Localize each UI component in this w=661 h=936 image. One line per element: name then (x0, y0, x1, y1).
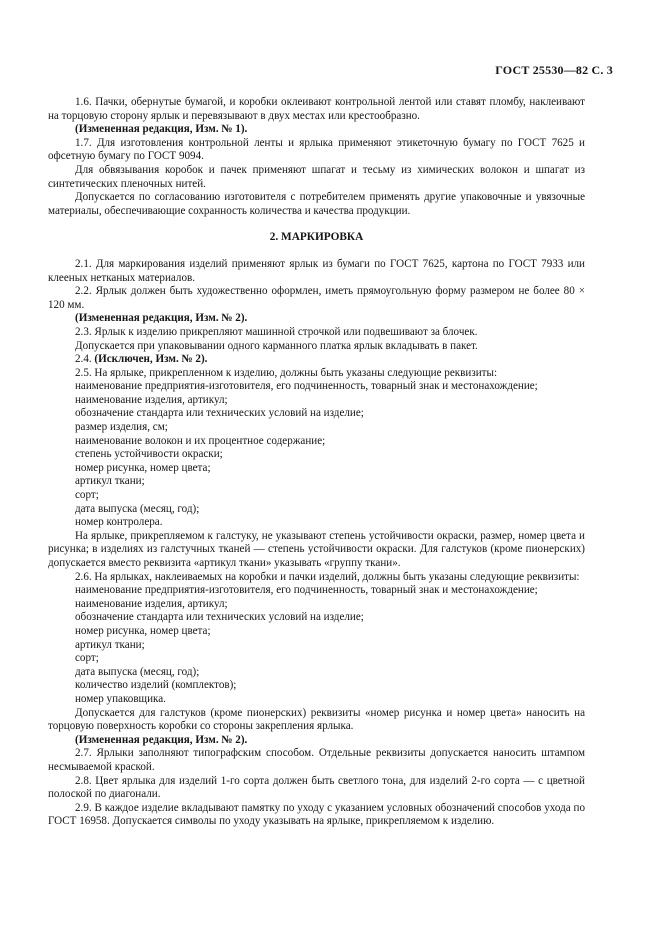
list-item: дата выпуска (месяц, год); (75, 502, 200, 515)
paragraph-2-4-number: 2.4. (75, 353, 92, 366)
paragraph-2-4 (48, 353, 585, 367)
list-item: наименование изделия, артикул; (75, 597, 228, 610)
list-item: номер рисунка, номер цвета; (75, 624, 211, 637)
paragraph-2-6: 2.6. На ярлыках, наклеиваемых на коробки и пачки изделий, должны быть указаны следующие реквизиты: (75, 570, 580, 583)
paragraph-1-6: 1.6. Пачки, обернутые бумагой, и коробки оклеивают контрольной лентой или ставят пломбу, наклеивают на торцовую сторону ярлык и перевязывают в двух местах или крестообразно. (48, 96, 585, 122)
paragraph-2-3-b: Допускается при упаковывании одного карманного платка ярлык вкладывать в пакет. (75, 339, 478, 352)
list-item: номер рисунка, номер цвета; (75, 461, 211, 474)
paragraph-2-7: 2.7. Ярлыки заполняют типографским способом. Отдельные реквизиты допускается наносить штампом несмываемой краской. (48, 747, 585, 773)
list-item: номер контролера. (75, 516, 163, 529)
list-item: артикул ткани; (75, 475, 145, 488)
paragraph-2-4-text: (Исключен, Изм. № 2). (94, 353, 208, 366)
list-item: размер изделия, см; (75, 421, 168, 434)
paragraph-2-5: 2.5. На ярлыке, прикрепленном к изделию, должны быть указаны следующие реквизиты: (75, 366, 498, 379)
document-body (48, 96, 585, 829)
paragraph-2-3: 2.3. Ярлык к изделию прикрепляют машинной строчкой или подвешивают за блочек. (75, 325, 478, 338)
list-item: наименование изделия, артикул; (75, 393, 228, 406)
revision-note: (Измененная редакция, Изм. № 1). (75, 123, 248, 136)
paragraph-2-1: 2.1. Для маркирования изделий применяют ярлык из бумаги по ГОСТ 7625, картона по ГОСТ 7933 или клееных нетканых материалов. (48, 257, 585, 284)
paragraph-2-6-b: Допускается для галстуков (кроме пионерских) реквизиты «номер рисунка и номер цвета» наносить на торцовую поверхность коробки со стороны закрепления ярлыка. (48, 706, 585, 733)
paragraph-2-2: 2.2. Ярлык должен быть художественно оформлен, иметь прямоугольную форму размером не более 80 × 120 мм. (48, 285, 585, 311)
list-item: степень устойчивости окраски; (75, 448, 223, 461)
list-item: номер упаковщика. (75, 692, 166, 705)
revision-note: (Измененная редакция, Изм. № 2). (75, 733, 248, 746)
list-item: сорт; (75, 489, 99, 502)
paragraph-1-7-c: Допускается по согласованию изготовителя с потребителем применять другие упаковочные и увязочные материалы, обеспечивающие сохранность количества и качества продукции. (48, 191, 585, 217)
list-item: артикул ткани; (75, 638, 145, 651)
paragraph-2-8: 2.8. Цвет ярлыка для изделий 1-го сорта должен быть светлого тона, для изделий 2-го сорта — с цветной полоской по диагонали. (48, 774, 585, 801)
paragraph-1-7-b: Для обвязывания коробок и пачек применяют шпагат и тесьму из химических волокон и шпагат из синтетических пленочных нитей. (48, 163, 585, 190)
revision-note: (Измененная редакция, Изм. № 2). (75, 312, 248, 325)
paragraph-2-9: 2.9. В каждое изделие вкладывают памятку по уходу с указанием условных обозначений способов ухода по ГОСТ 16958. Допускается символы по уходу указывать на ярлыке, прикрепляемом к изделию. (48, 801, 585, 828)
list-item: дата выпуска (месяц, год); (75, 665, 200, 678)
list-item: наименование волокон и их процентное содержание; (75, 434, 326, 447)
paragraph-1-7: 1.7. Для изготовления контрольной ленты и ярлыка применяют этикеточную бумагу по ГОСТ 7625 и офсетную бумагу по ГОСТ 9094. (48, 136, 585, 163)
list-item: обозначение стандарта или технических условий на изделие; (75, 611, 364, 624)
page-header: ГОСТ 25530—82 С. 3 (495, 63, 613, 77)
list-item: наименование предприятия-изготовителя, его подчиненность, товарный знак и местонахождение; (75, 380, 538, 393)
list-item: наименование предприятия-изготовителя, его подчиненность, товарный знак и местонахождение; (75, 584, 538, 597)
paragraph-2-5-b: На ярлыке, прикрепляемом к галстуку, не указывают степень устойчивости окраски, размер, номер цвета и рисунка; в изделиях из галстучных тканей — степень устойчивости окраски. Для галстуков (кроме пионерских) допускается вместо реквизита «артикул ткани» указывать «группу ткани». (48, 529, 585, 569)
list-item: сорт; (75, 652, 99, 665)
list-item: количество изделий (комплектов); (75, 679, 237, 692)
list-item: обозначение стандарта или технических условий на изделие; (75, 407, 364, 420)
section-heading: 2. МАРКИРОВКА (269, 231, 364, 244)
